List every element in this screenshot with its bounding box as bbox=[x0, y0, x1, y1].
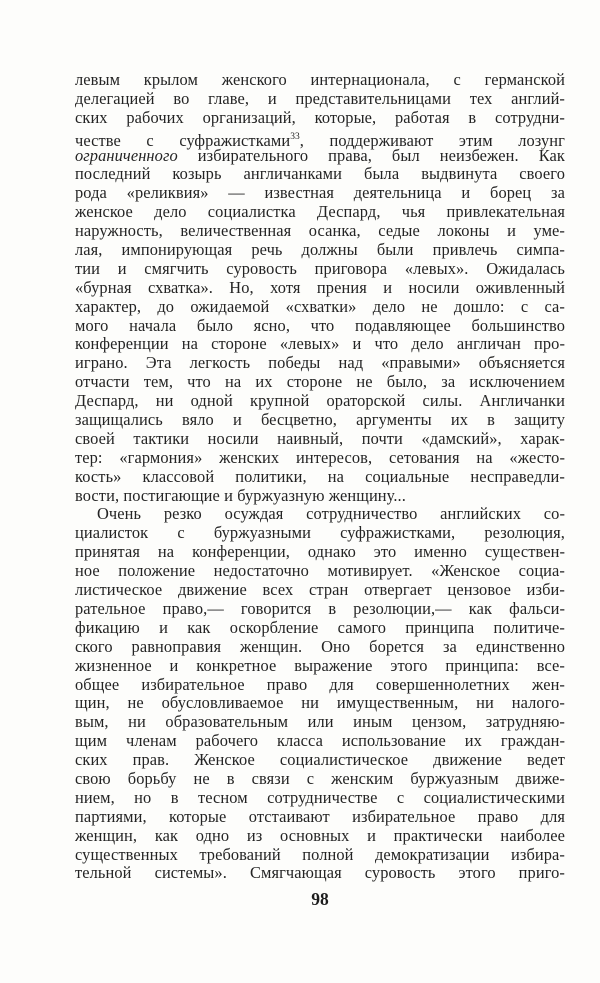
text-segment: тии и смягчить суровость приговора «левых». Ожидалась bbox=[75, 258, 565, 278]
text-line bbox=[75, 562, 565, 581]
text-segment: характер, до ожидаемой «схватки» дело не дошло: с са- bbox=[75, 296, 565, 316]
text-segment: Очень резко осуждая сотрудничество английских со- bbox=[97, 504, 565, 524]
text-line bbox=[75, 676, 565, 695]
text-segment: рода «реликвия» — известная деятельница и борец за bbox=[75, 183, 565, 203]
text-segment: щим членам рабочего класса использование их граждан- bbox=[75, 731, 565, 751]
text-line bbox=[75, 354, 565, 373]
text-segment: ное положение недостаточно мотивирует. «Женское социа- bbox=[75, 561, 565, 581]
text-segment: кость» классовой политики, на социальные несправедли- bbox=[75, 466, 565, 486]
text-line bbox=[75, 203, 565, 222]
text-line bbox=[75, 222, 565, 241]
text-line bbox=[75, 827, 565, 846]
text-line bbox=[75, 751, 565, 770]
text-segment: ских прав. Женское социалистическое движение ведет bbox=[75, 750, 565, 770]
text-line bbox=[75, 430, 565, 449]
text-line bbox=[75, 808, 565, 827]
text-segment: тельной системы». Смягчающая суровость этого приго- bbox=[75, 863, 565, 883]
text-segment: последний козырь англичанками была выдвинута своего bbox=[75, 164, 565, 184]
text-line bbox=[75, 317, 565, 336]
text-line bbox=[75, 694, 565, 713]
text-line bbox=[75, 449, 565, 468]
text-segment: нием, но в тесном сотрудничестве с социалистическими bbox=[75, 787, 565, 807]
footnote-marker: 33 bbox=[290, 131, 300, 142]
text-segment: партиями, которые отстаивают избирательное право для bbox=[75, 806, 565, 826]
text-line bbox=[75, 241, 565, 260]
text-line bbox=[75, 468, 565, 487]
text-segment: ских рабочих организаций, которые, работая в сотрудни- bbox=[75, 107, 565, 127]
text-line bbox=[75, 657, 565, 676]
text-segment: своей тактики носили наивный, почти «дамский», харак- bbox=[75, 428, 565, 448]
text-line bbox=[75, 147, 565, 166]
text-line bbox=[75, 335, 565, 354]
text-segment: лая, импонирующая речь должны были привлечь симпа- bbox=[75, 240, 565, 260]
text-segment: листическое движение всех стран отвергает цензовое изби- bbox=[75, 580, 565, 600]
text-line bbox=[75, 184, 565, 203]
text-line bbox=[75, 298, 565, 317]
text-segment: «бурная схватка». Но, хотя прения и носили оживленный bbox=[75, 277, 565, 297]
text-segment: циалисток с буржуазными суфражистками, резолюция, bbox=[75, 523, 565, 543]
text-segment: рательное право,— говорится в резолюции,— как фальси- bbox=[75, 598, 565, 618]
text-segment: защищались вяло и бесцветно, аргументы их в защиту bbox=[75, 410, 565, 430]
text-line bbox=[75, 90, 565, 109]
text-segment: мого начала было ясно, что подавляющее большинство bbox=[75, 315, 565, 335]
text-segment: честве с суфражистками bbox=[75, 130, 291, 150]
text-line bbox=[75, 543, 565, 562]
text-segment: тер: «гармония» женских интересов, сетования на «жесто- bbox=[75, 447, 565, 467]
text-line bbox=[75, 411, 565, 430]
text-line bbox=[75, 581, 565, 600]
text-line bbox=[75, 864, 565, 883]
text-segment: наружность, величественная осанка, седые локоны и уме- bbox=[75, 221, 565, 241]
text-segment: жизненное и конкретное выражение этого принципа: все- bbox=[75, 655, 565, 675]
text-line bbox=[75, 165, 565, 184]
text-line bbox=[75, 487, 565, 506]
text-line bbox=[75, 600, 565, 619]
text-line bbox=[75, 524, 565, 543]
text-segment: женское дело социалистка Деспард, чья привлекательная bbox=[75, 202, 565, 222]
text-line bbox=[75, 732, 565, 751]
page-number: 98 bbox=[311, 889, 329, 909]
text-segment: делегацией во главе, и представительницами тех англий- bbox=[75, 88, 565, 108]
text-line bbox=[75, 505, 565, 524]
text-segment: ограниченного bbox=[75, 145, 178, 165]
text-line bbox=[75, 713, 565, 732]
text-line bbox=[75, 619, 565, 638]
text-segment: женщин, как одно из основных и практически наиболее bbox=[75, 825, 565, 845]
text-segment: избирательного права, был неизбежен. Как bbox=[177, 145, 565, 165]
page-text bbox=[75, 71, 565, 883]
text-segment: отчасти тем, что на их стороне не было, за исключением bbox=[75, 372, 565, 392]
text-segment: играно. Эта легкость победы над «правыми» объясняется bbox=[75, 353, 565, 373]
text-segment: конференции на стороне «левых» и что дело англичан про- bbox=[75, 334, 565, 354]
text-segment: общее избирательное право для совершеннолетних жен- bbox=[75, 674, 565, 694]
text-line bbox=[75, 279, 565, 298]
text-segment: щин, не обусловливаемое ни имущественным, ни налого- bbox=[75, 693, 565, 713]
text-line bbox=[75, 128, 565, 150]
text-segment: вости, постигающие и буржуазную женщину... bbox=[75, 485, 406, 505]
text-segment: левым крылом женского интернационала, с германской bbox=[75, 70, 565, 89]
text-segment: свою борьбу не в связи с женским буржуазным движе- bbox=[75, 768, 565, 788]
text-segment: принятая на конференции, однако это именно существен- bbox=[75, 542, 565, 562]
text-line bbox=[75, 260, 565, 279]
text-segment: фикацию и как оскорбление самого принципа политиче- bbox=[75, 617, 565, 637]
text-line bbox=[75, 846, 565, 865]
text-line bbox=[75, 789, 565, 808]
text-line bbox=[75, 638, 565, 657]
text-segment: Деспард, ни одной крупной ораторской силы. Англичанки bbox=[75, 391, 565, 411]
text-segment: , поддерживают этим лозунг bbox=[299, 130, 565, 150]
text-segment: ского равноправия женщин. Оно борется за единственно bbox=[75, 636, 565, 656]
text-segment: существенных требований полной демократизации избира- bbox=[75, 844, 565, 864]
text-line bbox=[75, 109, 565, 128]
text-line bbox=[75, 373, 565, 392]
text-line bbox=[75, 71, 565, 90]
text-line bbox=[75, 770, 565, 789]
text-line bbox=[75, 392, 565, 411]
text-segment: вым, ни образовательным или иным цензом, затрудняю- bbox=[75, 712, 565, 732]
